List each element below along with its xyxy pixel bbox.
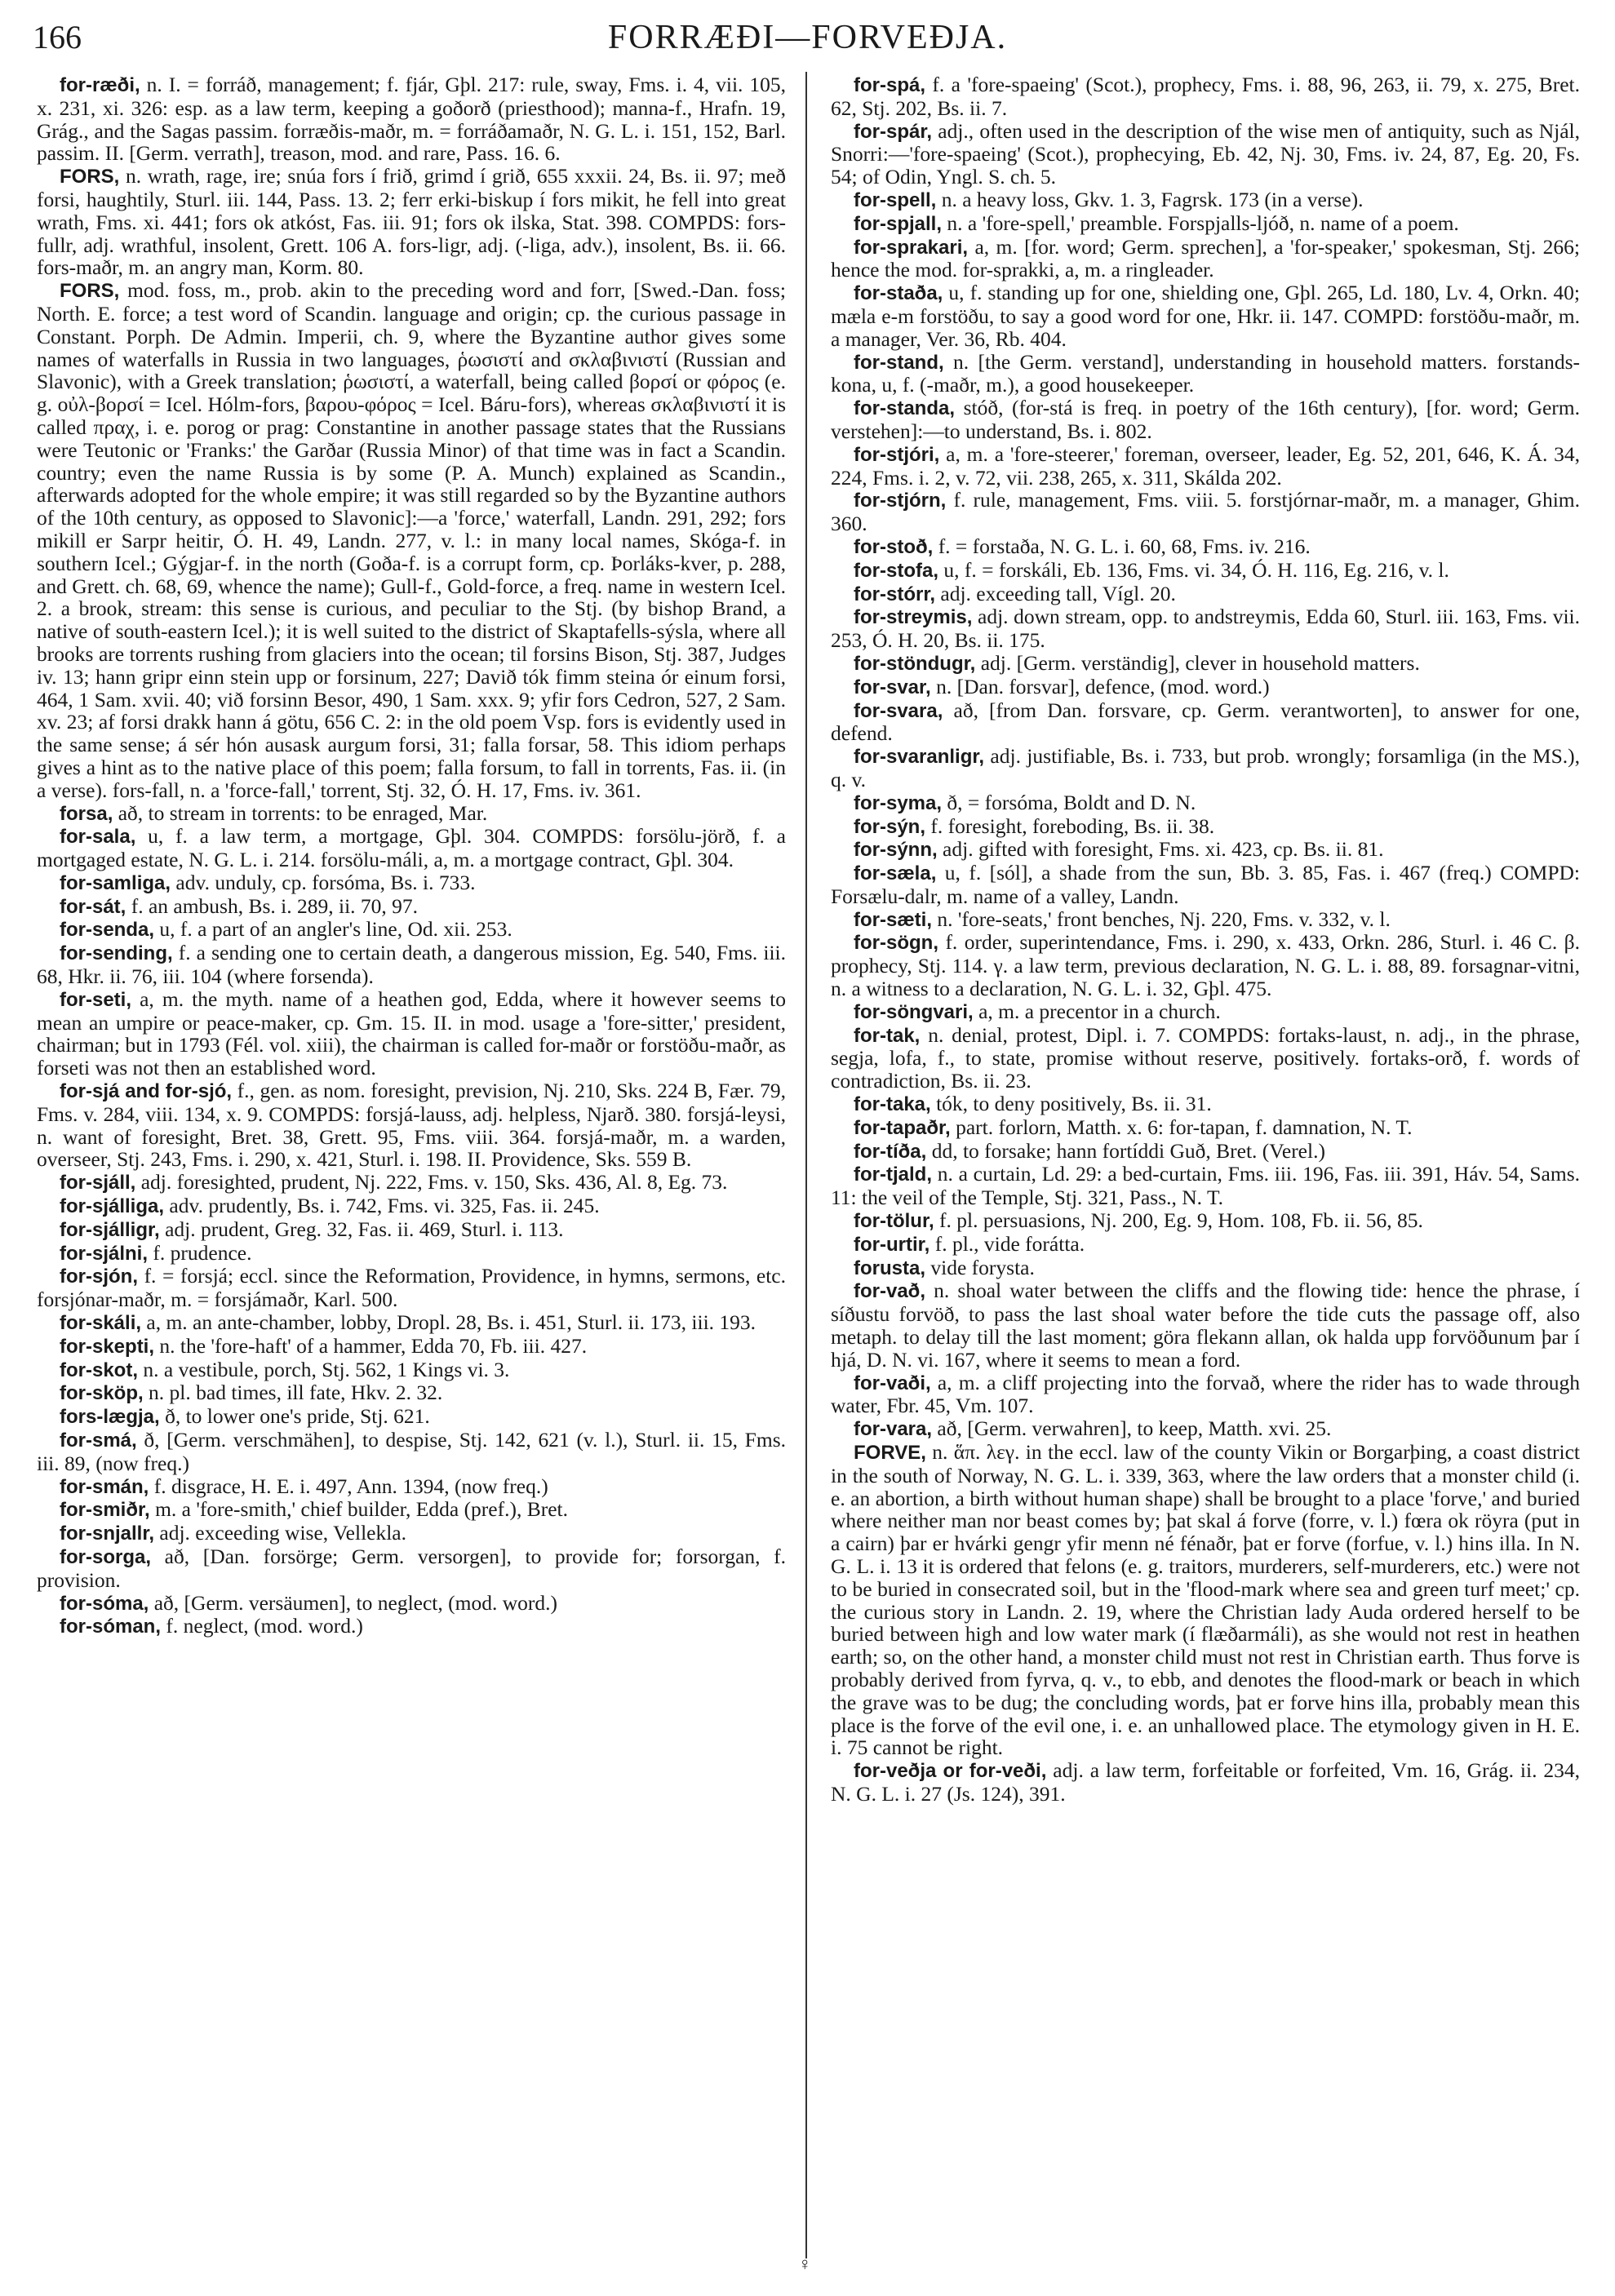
entry-definition: tók, to deny positively, Bs. ii. 31. [936,1092,1212,1116]
headword: for-sorga, [60,1546,152,1568]
dictionary-entry [37,1405,786,1429]
dictionary-entry [831,745,1580,791]
headword: for-samliga, [60,871,171,894]
right-column [831,73,1580,1806]
headword: for-smiðr, [60,1499,150,1522]
headword: for-sjón, [60,1265,138,1288]
entry-definition: adj. justifiable, Bs. i. 733, but prob. wrongly; forsamliga (in the MS.), q. v. [831,744,1581,791]
entry-definition: adv. unduly, cp. forsóma, Bs. i. 733. [175,870,476,894]
headword: for-spjall, [854,212,943,235]
headword: for-sjálligr, [60,1218,160,1241]
entry-definition: f. an ambush, Bs. i. 289, ii. 70, 97. [131,893,419,918]
entry-definition: a, m. a precentor in a church. [978,999,1221,1023]
dictionary-entry [831,1000,1580,1024]
headword: for-skáli, [60,1312,142,1335]
dictionary-entry [37,1218,786,1242]
headword: for-syma, [854,791,943,814]
headword: for-svara, [854,699,943,722]
headword: for-seti, [60,988,132,1011]
dictionary-entry [831,1024,1580,1093]
headword: for-stjóri, [854,443,940,466]
entry-definition: að, [Germ. verwahren], to keep, Matth. xvi. 25. [937,1416,1332,1441]
entry-definition: adj. gifted with foresight, Fms. xi. 423, cp. Bs. ii. 81. [943,837,1384,862]
headword: for-urtir, [854,1233,930,1256]
dictionary-entry [831,791,1580,815]
entry-definition: n. pl. bad times, ill fate, Hkv. 2. 32. [149,1381,443,1405]
headword: for-sjá and for-sjó, [60,1080,233,1103]
dictionary-entry [831,1163,1580,1209]
headword: for-stórr, [854,583,936,605]
dictionary-entry [37,1171,786,1195]
entry-definition: ð, to lower one's pride, Stj. 621. [165,1404,430,1429]
dictionary-entry [37,1335,786,1359]
entry-definition: adv. prudently, Bs. i. 742, Fms. vi. 325, Fas. ii. 245. [169,1194,600,1218]
headword: for-smán, [60,1475,149,1498]
headword: for-vara, [854,1418,933,1441]
entry-definition: að, [from Dan. forsvare, cp. Germ. verantworten], to answer for one, defend. [831,698,1580,746]
entry-definition: part. forlorn, Matth. x. 6: for-tapan, f. damnation, N. T. [956,1115,1413,1139]
dictionary-entry [831,559,1580,583]
dictionary-entry [831,1233,1580,1257]
headword: for-tapaðr, [854,1116,951,1139]
entry-definition: m. a 'fore-smith,' chief builder, Edda (pref.), Bret. [155,1497,569,1522]
entry-definition: n. I. = forráð, management; f. fjár, Gþl. 217: rule, sway, Fms. i. 4, vii. 105, x. 231, xi. 326: esp. as a law term, keeping a goðorð (priesthood); manna-f., Hrafn. 19, Grág., and the Sagas passim. forræðis-maðr, m. = forráðamaðr, N. G. L. i. 151, 152, Barl. passim. II. [Germ. verrath], treason, mod. and rare, Pass. 16. 6. [37,73,787,166]
headword: for-sjálni, [60,1242,149,1265]
headword: for-senda, [60,919,155,942]
headword: for-sát, [60,895,126,918]
entry-definition: a, m. a cliff projecting into the forvað, where the rider has to wade through water, Fbr. 45, Vm. 107. [831,1370,1581,1418]
dictionary-entry [831,815,1580,839]
entry-definition: f. a sending one to certain death, a dangerous mission, Eg. 540, Fms. iii. 68, Hkr. ii. 76, iii. 104 (where forsenda). [37,941,786,989]
dictionary-entry [831,1372,1580,1418]
headword: for-ræði, [60,74,140,96]
dictionary-entry [37,871,786,895]
headword: FORS, [60,166,120,188]
dictionary-entry [37,1522,786,1545]
entry-definition: f. neglect, (mod. word.) [166,1614,363,1638]
entry-definition: mod. foss, m., prob. akin to the preceding word and forr, [Swed.-Dan. foss; North. E. force; a test word of Scandin. language and origin; cp. the curious passage in Constant. Porph. De Admin. Imperii, ch. 9, where the Byzantine author gives some names of waterfalls in Russia in two languages, ῥωσιστί and σκλαβινιστί (Russian and Slavonic), with a Greek translation; ῥωσιστί, a waterfall, being called βορσί or φόρος (e. g. οὐλ-βορσί = Icel. Hólm-fors, βαρου-φόρος = Icel. Báru-fors), whereas σκλαβινιστί it is called πραχ, i. e. porog or prag: Constantine in another passage states that the Russians were Teutonic or 'Franks:' the Garðar (Russia Minor) of that time was in fact a Scandin. country; even the name Russia is by some (P. A. Munch) explained as Scandin., afterwards adopted for the whole empire; it was still regarded so by the Byzantine authors of the 10th century, as opposed to Slavonic]:—a 'force,' waterfall, Landn. 291, 292; fors mikill er Sarpr heitir, Ó. H. 49, Landn. 277, v. l.: in many local names, Skóga-f. in southern Icel.; Gýgjar-f. in the north (Goða-f. is a corrupt form, cp. Þorláks-kver, p. 288, and Grett. ch. 68, 69, whence the name); Gull-f., Gold-force, a freq. name in western Icel. 2. a brook, stream: this sense is curious, and peculiar to the Stj. (by bishop Brand, a native of south-eastern Icel.); it is well suited to the district of Skaptafells-sýsla, where all brooks are torrents rushing from glaciers into the ocean; til forsins Bison, Stj. 387, Judges iv. 13; hann gripr einn stein upp or forsinum, 227; Davið tók fimm steina ór einum forsi, 464, 1 Sam. xvii. 40; við forsinn Besor, 490, 1 Sam. xxx. 9; yfir fors Cedron, 527, 2 Sam. xv. 23; af forsi drakk hann á götu, 656 C. 2: in the old poem Vsp. fors is evidently used in the same sense; á sér hón ausask aurgum forsi, 31; falla forsar, 58. This idiom perhaps gives a hint as to the native place of this poem; falla forsum, to fall in torrents, Fas. ii. (in a verse). fors-fall, n. a 'force-fall,' torrent, Stj. 32, Ó. H. 17, Fms. iv. 361. [37,278,787,802]
headword: for-vaði, [854,1372,931,1394]
dictionary-entry [831,1279,1580,1371]
entry-definition: n. denial, protest, Dipl. i. 7. COMPDS: fortaks-laust, n. adj., in the phrase, segja, lofa, f., to state, promise without reserve, positively. fortaks-orð, f. words of contradiction, Bs. ii. 23. [831,1022,1581,1093]
headword: for-sýn, [854,815,926,838]
entry-definition: n. shoal water between the cliffs and the flowing tide: hence the phrase, í síðustu forvöð, to pass the last shoal water before the tide cuts the passage off, also metaph. to delay till the last moment; göra flekann allan, ok halda upp forvöðunum þar í hjá, D. N. vi. 167, where it seems to mean a ford. [831,1279,1581,1372]
dictionary-entry [37,1381,786,1405]
dictionary-entry [831,1441,1580,1759]
dictionary-entry [831,281,1580,350]
entry-definition: adj. exceeding wise, Vellekla. [159,1521,406,1545]
dictionary-entry [831,1209,1580,1233]
page-number: 166 [33,19,82,55]
headword: for-sóma, [60,1592,149,1615]
entry-definition: stóð, (for-stá is freq. in poetry of the 16th century), [for. word; Germ. verstehen]:—to understand, Bs. i. 802. [831,396,1581,443]
page-title: FORRÆÐI—FORVEÐJA. [607,19,1008,56]
headword: for-sprakari, [854,236,969,259]
dictionary-entry [37,988,786,1079]
entry-definition: f. prudence. [153,1240,252,1265]
dictionary-entry [37,1429,786,1475]
entry-definition: að, to stream in torrents: to be enraged, Mar. [118,800,488,825]
headword: for-tak, [854,1024,921,1047]
headword: for-sköp, [60,1382,144,1405]
entry-definition: u, f. a law term, a mortgage, Gþl. 304. COMPDS: forsölu-jörð, f. a mortgaged estate, N. G. L. i. 214. forsölu-máli, a, m. a mortgage contract, Gþl. 304. [37,824,787,872]
headword: for-spár, [854,120,933,143]
entry-definition: f. order, superintendance, Fms. i. 290, x. 433, Orkn. 286, Sturl. i. 46 C. β. prophecy, Stj. 114. γ. a law term, previous declaration, N. G. L. i. 88, 89. forsagnar-vitni, n. a witness to a declaration, N. G. L. i. 32, Gþl. 475. [831,930,1580,1001]
headword: for-sýnn, [854,839,938,862]
headword: for-skot, [60,1359,138,1381]
entry-definition: n. a vestibule, porch, Stj. 562, 1 Kings vi. 3. [143,1357,510,1381]
dictionary-entry [37,1265,786,1311]
dictionary-entry [37,1195,786,1218]
divider-ornament-icon: ♀ [798,2254,812,2274]
entry-definition: vide forysta. [930,1255,1035,1279]
entry-definition: adj. [Germ. verständig], clever in household matters. [980,650,1420,675]
dictionary-entry [831,838,1580,862]
entry-definition: a, m. the myth. name of a heathen god, Edda, where it however seems to mean an umpire or peace-maker, cp. Gm. 15. II. in mod. usage a 'fore-sitter,' president, chairman; but in 1793 (Fél. vol. xiii), the chairman is called for-maðr or forstöðu-maðr, as forseti was not then an established word. [37,986,786,1080]
headword: for-veðja or for-veði, [854,1760,1047,1783]
dictionary-entry [37,1079,786,1171]
headword: for-stjórn, [854,490,947,512]
dictionary-entry [831,120,1580,188]
left-column [37,73,786,1638]
dictionary-entry [831,1093,1580,1116]
dictionary-entry [831,1417,1580,1441]
dictionary-entry [37,1498,786,1522]
headword: for-svar, [854,676,931,698]
dictionary-entry [37,165,786,279]
dictionary-entry [831,583,1580,606]
headword: for-svaranligr, [854,746,985,769]
dictionary-entry [37,1592,786,1616]
dictionary-entry [37,1242,786,1265]
column-divider [805,72,807,2258]
headword: for-tjald, [854,1164,932,1186]
entry-definition: a, m. a 'fore-steerer,' foreman, overseer, leader, Eg. 52, 201, 646, K. Á. 34, 224, Fms. i. 2, v. 72, vii. 238, 265, x. 311, Skálda 202. [831,441,1581,490]
dictionary-entry [831,489,1580,535]
entry-definition: f. = forsjá; eccl. since the Reformation, Providence, in hymns, sermons, etc. forsjónar-maðr, m. = forsjámaðr, Karl. 500. [37,1264,787,1312]
entry-definition: að, [Germ. versäumen], to neglect, (mod. word.) [153,1590,557,1615]
dictionary-entry [37,1311,786,1335]
headword: for-skepti, [60,1335,155,1358]
headword: for-standa, [854,397,956,420]
dictionary-entry [37,1615,786,1638]
headword: for-streymis, [854,606,973,629]
entry-definition: f. pl., vide forátta. [934,1231,1085,1256]
dictionary-entry [831,351,1580,397]
headword: for-sala, [60,826,136,849]
dictionary-entry [831,652,1580,676]
headword: for-tölur, [854,1210,934,1233]
dictionary-entry [37,279,786,801]
entry-definition: adj. a law term, forfeitable or forfeited, Vm. 16, Grág. ii. 234, N. G. L. i. 27 (Js. 124), 391. [831,1758,1580,1806]
entry-definition: n. [the Germ. verstand], understanding in household matters. forstands-kona, u, f. (-maðr, m.), a good housekeeper. [831,349,1581,397]
dictionary-entry [37,73,786,165]
dictionary-entry [37,1545,786,1592]
dictionary-entry [37,1359,786,1382]
headword: for-stofa, [854,559,938,582]
headword: forusta, [854,1257,926,1279]
headword: for-tíða, [854,1140,927,1163]
dictionary-entry [831,73,1580,120]
entry-definition: adj. prudent, Greg. 32, Fas. ii. 469, Sturl. i. 113. [165,1217,564,1241]
dictionary-entry [831,397,1580,443]
headword: for-spell, [854,188,937,211]
dictionary-entry [37,942,786,988]
dictionary-entry [831,1116,1580,1140]
entry-definition: dd, to forsake; hann fortíddi Guð, Bret. (Verel.) [931,1138,1325,1163]
entry-definition: f., gen. as nom. foresight, prevision, Nj. 210, Sks. 224 B, Fær. 79, Fms. v. 284, viii. 134, x. 9. COMPDS: forsjá-lauss, adj. helpless, Njarð. 380. forsjá-leysi, n. want of foresight, Bret. 38, Grett. 95, Fms. viii. 364. forsjá-maðr, m. a warden, overseer, Stj. 243, Fms. i. 290, x. 421, Sturl. i. 198. II. Providence, Sks. 559 B. [37,1079,787,1172]
entry-definition: n. a curtain, Ld. 29: a bed-curtain, Fms. iii. 196, Fas. iii. 391, Háv. 54, Sams. 11: the veil of the Temple, Stj. 321, Pass., N. T. [831,1162,1580,1210]
entry-definition: n. the 'fore-haft' of a hammer, Edda 70, Fb. iii. 427. [159,1333,588,1358]
entry-definition: f. rule, management, Fms. viii. 5. forstjórnar-maðr, m. a manager, Ghim. 360. [831,488,1580,536]
dictionary-entry [831,443,1580,490]
entry-definition: a, m. an ante-chamber, lobby, Dropl. 28, Bs. i. 451, Sturl. ii. 173, iii. 193. [146,1310,756,1335]
dictionary-entry [831,1759,1580,1806]
headword: FORS, [60,280,120,303]
entry-definition: adj. foresighted, prudent, Nj. 222, Fms. v. 150, Sks. 436, Al. 8, Eg. 73. [140,1170,728,1195]
entry-definition: u, f. standing up for one, shielding one, Gþl. 265, Ld. 180, Lv. 4, Orkn. 40; mæla e-m forstöðu, to say a good word for one, Hkr. ii. 147. COMPD: forstöðu-maðr, m. a manager, Ver. 36, Rb. 404. [831,281,1580,351]
headword: for-vað, [854,1280,926,1303]
headword: FORVE, [854,1442,926,1465]
headword: fors-lægja, [60,1406,160,1429]
entry-definition: n. 'fore-seats,' front benches, Nj. 220, Fms. v. 332, v. l. [937,906,1391,931]
headword: for-sjálliga, [60,1195,165,1218]
headword: for-stöndugr, [854,652,976,675]
headword: for-stoð, [854,535,934,558]
dictionary-entry [831,931,1580,1000]
headword: for-taka, [854,1093,931,1116]
headword: for-sjáll, [60,1172,136,1195]
headword: for-staða, [854,282,943,305]
entry-definition: f. foresight, foreboding, Bs. ii. 38. [930,813,1215,838]
dictionary-entry [37,1475,786,1499]
dictionary-entry [831,535,1580,559]
entry-definition: að, [Dan. forsörge; Germ. versorgen], to provide for; forsorgan, f. provision. [37,1545,786,1592]
dictionary-entry [831,862,1580,908]
entry-definition: n. wrath, rage, ire; snúa fors í frið, grimd í grið, 655 xxxii. 24, Bs. ii. 97; með forsi, haughtily, Sturl. iii. 144, Pass. 13. 2; ferr erki-biskup í fors mikit, he fell into great wrath, Fms. xi. 441; fors ok atkóst, Fas. iii. 91; fors ok ilska, Stat. 398. COMPDS: fors-fullr, adj. wrathful, insolent, Grett. 106 A. fors-ligr, adj. (-liga, adv.), insolent, Bs. ii. 66. fors-maðr, m. an angry man, Korm. 80. [37,164,786,280]
entry-definition: ð, = forsóma, Boldt and D. N. [947,790,1196,814]
headword: for-sæla, [854,862,937,885]
dictionary-entry [831,212,1580,236]
dictionary-entry [37,825,786,871]
headword: for-sending, [60,942,173,965]
entry-definition: f. a 'fore-spaeing' (Scot.), prophecy, Fms. i. 88, 96, 263, ii. 79, x. 275, Bret. 62, Stj. 202, Bs. ii. 7. [831,73,1581,120]
headword: for-sóman, [60,1616,162,1638]
dictionary-entry [831,1257,1580,1280]
page-header [33,18,1582,59]
entry-definition: n. a 'fore-spell,' preamble. Forspjalls-ljóð, n. name of a poem. [947,211,1459,235]
dictionary-entry [37,802,786,826]
headword: forsa, [60,802,113,825]
dictionary-entry [37,918,786,942]
dictionary-entry [831,188,1580,212]
dictionary-entry [831,1140,1580,1164]
entry-definition: u, f. = forskáli, Eb. 136, Fms. vi. 34, Ó. H. 116, Eg. 216, v. l. [943,557,1449,582]
entry-definition: adj., often used in the description of the wise men of antiquity, such as Njál, Snorri:—'fore-spaeing' (Scot.), prophecying, Eb. 42, Nj. 30, Fms. iv. 24, 87, Eg. 20, Fs. 54; of Odin, Yngl. S. ch. 5. [831,118,1580,189]
headword: for-stand, [854,351,944,374]
headword: for-snjallr, [60,1523,155,1545]
entry-definition: f. = forstaða, N. G. L. i. 60, 68, Fms. iv. 216. [938,534,1311,558]
dictionary-entry [831,908,1580,932]
entry-definition: a, m. [for. word; Germ. sprechen], a 'for-speaker,' spokesman, Stj. 266; hence the mod. for-sprakki, a, m. a ringleader. [831,234,1580,282]
entry-definition: ð, [Germ. verschmähen], to despise, Stj. 142, 621 (v. l.), Sturl. ii. 15, Fms. iii. 89, (now freq.) [37,1428,787,1475]
entry-definition: adj. down stream, opp. to andstreymis, Edda 60, Sturl. iii. 163, Fms. vii. 253, Ó. H. 20, Bs. ii. 175. [831,605,1580,653]
headword: for-sögn, [854,932,938,955]
headword: for-söngvari, [854,1000,974,1023]
dictionary-entry [831,699,1580,746]
headword: for-spá, [854,74,926,96]
entry-definition: n. ἅπ. λεγ. in the eccl. law of the county Vikin or Borgarþing, a coast district in the south of Norway, N. G. L. i. 339, 363, where the law orders that a monster child (i. e. an abortion, a birth without human shape) shall be brought to a place 'forve,' and buried where neither man nor beast comes by; þat skal á forve (forre, v. l.) fœra ok röyra (put in a cairn) þar er hvárki gengr yfir menn né fénaðr, þat er forve (forfue, v. l.) hins illa. In N. G. L. i. 13 it is ordered that felons (e. g. traitors, murderers, self-murderers, etc.) were not to be buried in consecrated soil, but in the 'flood-mark where sea and green turf meet;' cp. the curious story in Landn. 2. 19, where the Christian lady Auda ordered herself to be buried between high and low water mark (í flæðarmáli), as she would not rest in heathen earth; so, on the other hand, a monster child must not rest in Christian earth. Thus forve is probably derived from fyrva, q. v., to ebb, and denotes the flood-mark or beach in which the grave was to be dug; the concluding words, þat er forve hins illa, probably mean this place is the forve of the evil one, i. e. an unhallowed place. The etymology given in H. E. i. 75 cannot be right. [831,1440,1580,1760]
entry-definition: f. pl. persuasions, Nj. 200, Eg. 9, Hom. 108, Fb. ii. 56, 85. [939,1208,1423,1233]
headword: for-smá, [60,1429,137,1452]
entry-definition: u, f. [sól], a shade from the sun, Bb. 3. 85, Fas. i. 467 (freq.) COMPD: Forsælu-dalr, m. name of a valley, Landn. [831,861,1581,908]
dictionary-entry [831,605,1580,652]
entry-definition: n. a heavy loss, Gkv. 1. 3, Fagrsk. 173 (in a verse). [941,187,1364,211]
entry-definition: n. [Dan. forsvar], defence, (mod. word.) [936,674,1270,698]
headword: for-sæti, [854,908,932,931]
dictionary-entry [831,676,1580,699]
dictionary-entry [831,236,1580,282]
entry-definition: u, f. a part of an angler's line, Od. xii. 253. [159,917,512,942]
entry-definition: f. disgrace, H. E. i. 497, Ann. 1394, (now freq.) [153,1474,548,1498]
entry-definition: adj. exceeding tall, Vígl. 20. [940,581,1176,605]
dictionary-entry [37,895,786,919]
